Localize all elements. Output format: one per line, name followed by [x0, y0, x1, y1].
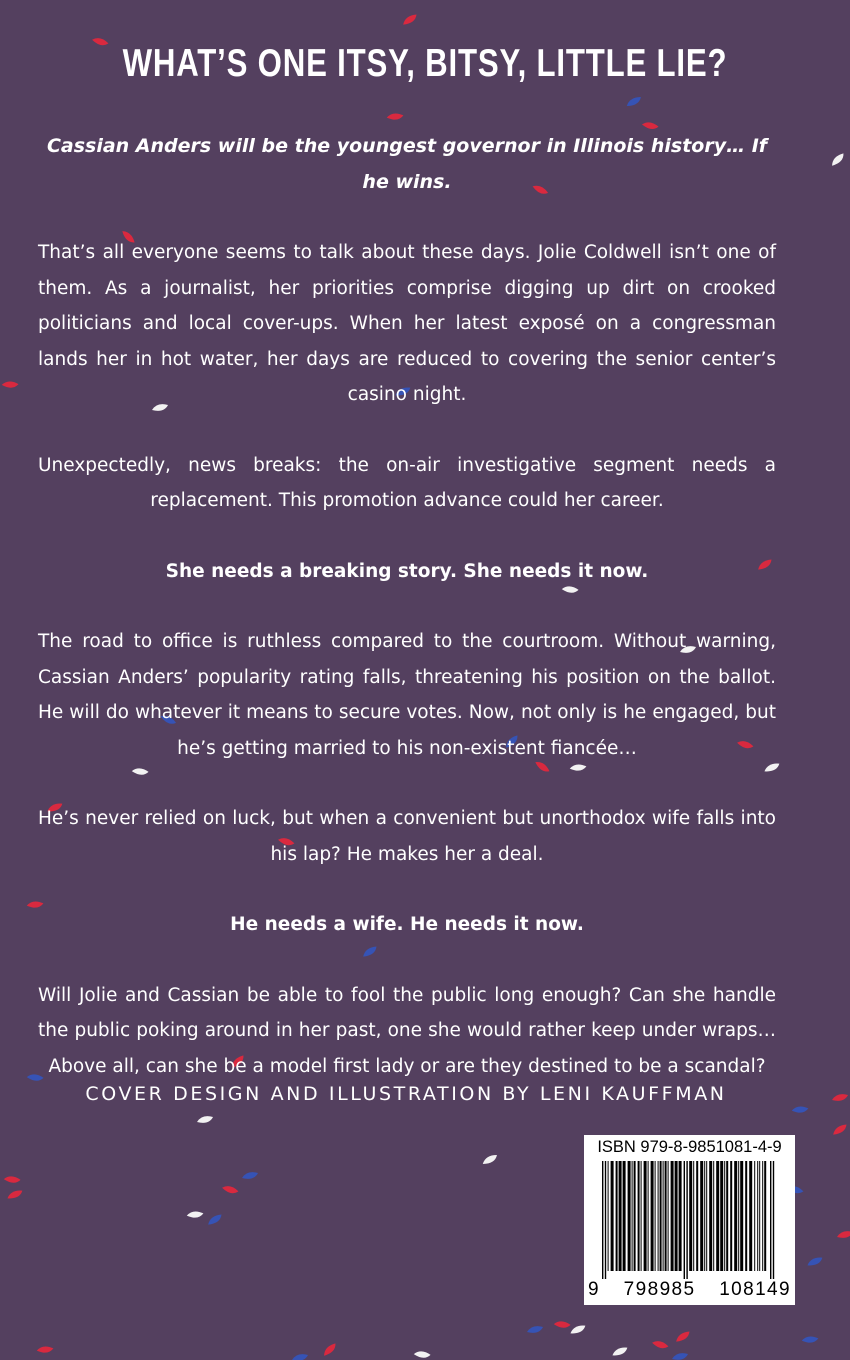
- confetti-piece: [806, 1257, 823, 1266]
- barcode-bar: [720, 1161, 723, 1271]
- barcode-bar: [700, 1161, 703, 1271]
- barcode-bar: [658, 1161, 659, 1271]
- barcode-bar: [663, 1161, 664, 1271]
- bold-line-story: She needs a breaking story. She needs it now.: [165, 560, 649, 582]
- confetti-piece: [242, 1172, 258, 1179]
- confetti-piece: [625, 96, 642, 107]
- confetti-piece: [554, 1319, 571, 1331]
- barcode-bar: [730, 1161, 732, 1271]
- barcode-bar: [713, 1161, 714, 1271]
- barcode-bar: [632, 1161, 633, 1271]
- barcode-bar: [686, 1161, 687, 1279]
- barcode-bar: [660, 1161, 662, 1271]
- barcode-bar: [611, 1161, 614, 1271]
- barcode-bar: [749, 1161, 752, 1271]
- barcode-bar: [623, 1161, 626, 1271]
- confetti-piece: [652, 1338, 669, 1352]
- bold-line-wife: He needs a wife. He needs it now.: [230, 914, 584, 935]
- barcode-digit-group-2: 108149: [719, 1279, 791, 1300]
- paragraph-intro: That’s all everyone seems to talk about these days. Jolie Coldwell isn’t one of them. As a journalist, her priorities comprise digging up dirt on crooked politicians and local cover-ups. When her latest exposé on a congressman lands her in hot water, her days are reduced to covering the senior center’s casino night.: [38, 242, 776, 405]
- confetti-piece: [831, 1124, 848, 1136]
- barcode-bar: [665, 1161, 667, 1271]
- paragraph-deal: He’s never relied on luck, but when a convenient but unorthodox wife falls into his lap? He makes her a deal.: [38, 808, 776, 865]
- barcode-bar: [726, 1161, 728, 1271]
- barcode-bar: [706, 1161, 707, 1271]
- confetti-piece: [6, 1190, 23, 1199]
- barcode-bar: [745, 1161, 747, 1271]
- barcode-bar: [605, 1161, 606, 1279]
- confetti-piece: [321, 1343, 338, 1357]
- isbn-barcode: [584, 1135, 795, 1305]
- confetti-piece: [4, 1174, 21, 1186]
- confetti-piece: [187, 1210, 204, 1219]
- paragraph-questions: Will Jolie and Cassian be able to fool the public long enough? Can she handle the public poking around in her past, one she would rather keep under wraps… Above all, can she be a model first lady or are they destined to be a scandal?: [38, 984, 776, 1077]
- barcode-bar: [740, 1161, 743, 1271]
- confetti-piece: [829, 153, 846, 167]
- barcode-bar: [679, 1161, 682, 1271]
- confetti-piece: [611, 1347, 628, 1356]
- confetti-piece: [674, 1331, 691, 1343]
- barcode-bar: [689, 1161, 692, 1271]
- barcode-digit-group-1: 798985: [623, 1279, 696, 1300]
- barcode-bar: [638, 1161, 640, 1271]
- confetti-piece: [802, 1335, 819, 1344]
- barcode-bar: [602, 1161, 603, 1279]
- barcode-bar: [619, 1161, 622, 1271]
- barcode-bar: [759, 1161, 760, 1271]
- barcode-bar: [648, 1161, 649, 1271]
- barcode-digits: [588, 1279, 791, 1301]
- barcode-bar: [655, 1161, 656, 1271]
- confetti-piece: [481, 1154, 498, 1165]
- confetti-piece: [37, 1345, 54, 1354]
- barcode-bar: [764, 1161, 766, 1271]
- barcode-bar: [734, 1161, 737, 1271]
- barcode-bar: [724, 1161, 725, 1271]
- confetti-piece: [792, 1105, 809, 1114]
- confetti-piece: [527, 1326, 543, 1333]
- blurb: [38, 129, 776, 1119]
- barcode-bar: [770, 1161, 771, 1279]
- tagline: Cassian Anders will be the youngest governor in Illinois history… If he wins.: [46, 135, 768, 193]
- barcode-digit-first: 9: [588, 1279, 600, 1300]
- barcode-bar: [696, 1161, 698, 1271]
- paragraph-news: Unexpectedly, news breaks: the on-air investigative segment needs a replacement. This promotion advance could her career.: [38, 454, 776, 511]
- confetti-piece: [387, 112, 404, 121]
- confetti-piece: [2, 379, 19, 390]
- barcode-bar: [738, 1161, 739, 1271]
- barcode-bar: [675, 1161, 678, 1271]
- barcode-bar: [762, 1161, 763, 1271]
- barcode-bar: [651, 1161, 654, 1271]
- headline: WHAT’S ONE ITSY, BITSY, LITTLE LIE?: [122, 42, 728, 85]
- confetti-piece: [206, 1214, 223, 1226]
- cover-credit: COVER DESIGN AND ILLUSTRATION BY LENI KAUFFMAN: [85, 1083, 727, 1105]
- barcode-bar: [671, 1161, 674, 1271]
- isbn-label: ISBN 979-8-9851081-4-9: [597, 1138, 782, 1156]
- barcode-bar: [668, 1161, 669, 1271]
- barcode-bar: [704, 1161, 705, 1271]
- confetti-piece: [222, 1183, 239, 1197]
- confetti-piece: [414, 1349, 431, 1360]
- confetti-piece: [401, 14, 418, 26]
- paragraph-campaign: The road to office is ruthless compared to the courtroom. Without warning, Cassian Anders’ popularity rating falls, threatening his position on the ballot. He will do whatever it means to secure votes. Now, not only is he engaged, but he’s getting married to his non-existent fiancée…: [38, 631, 776, 759]
- barcode-bar: [757, 1161, 758, 1271]
- barcode-bar: [693, 1161, 694, 1271]
- barcode-bar: [684, 1161, 685, 1279]
- barcode-bar: [628, 1161, 631, 1271]
- confetti-piece: [832, 1094, 848, 1101]
- confetti-piece: [292, 1354, 308, 1360]
- barcode-bar: [644, 1161, 647, 1271]
- barcode-bar: [634, 1161, 636, 1271]
- confetti-piece: [569, 1325, 586, 1334]
- confetti-piece: [672, 1353, 688, 1360]
- barcode-bar: [616, 1161, 618, 1271]
- barcode-bar: [641, 1161, 642, 1271]
- barcode-bars: [602, 1161, 778, 1279]
- barcode-bar: [608, 1161, 609, 1271]
- barcode-bar: [716, 1161, 719, 1271]
- confetti-piece: [837, 1231, 850, 1238]
- barcode-bar: [773, 1161, 774, 1279]
- barcode-bar: [754, 1161, 755, 1271]
- barcode-bar: [709, 1161, 712, 1271]
